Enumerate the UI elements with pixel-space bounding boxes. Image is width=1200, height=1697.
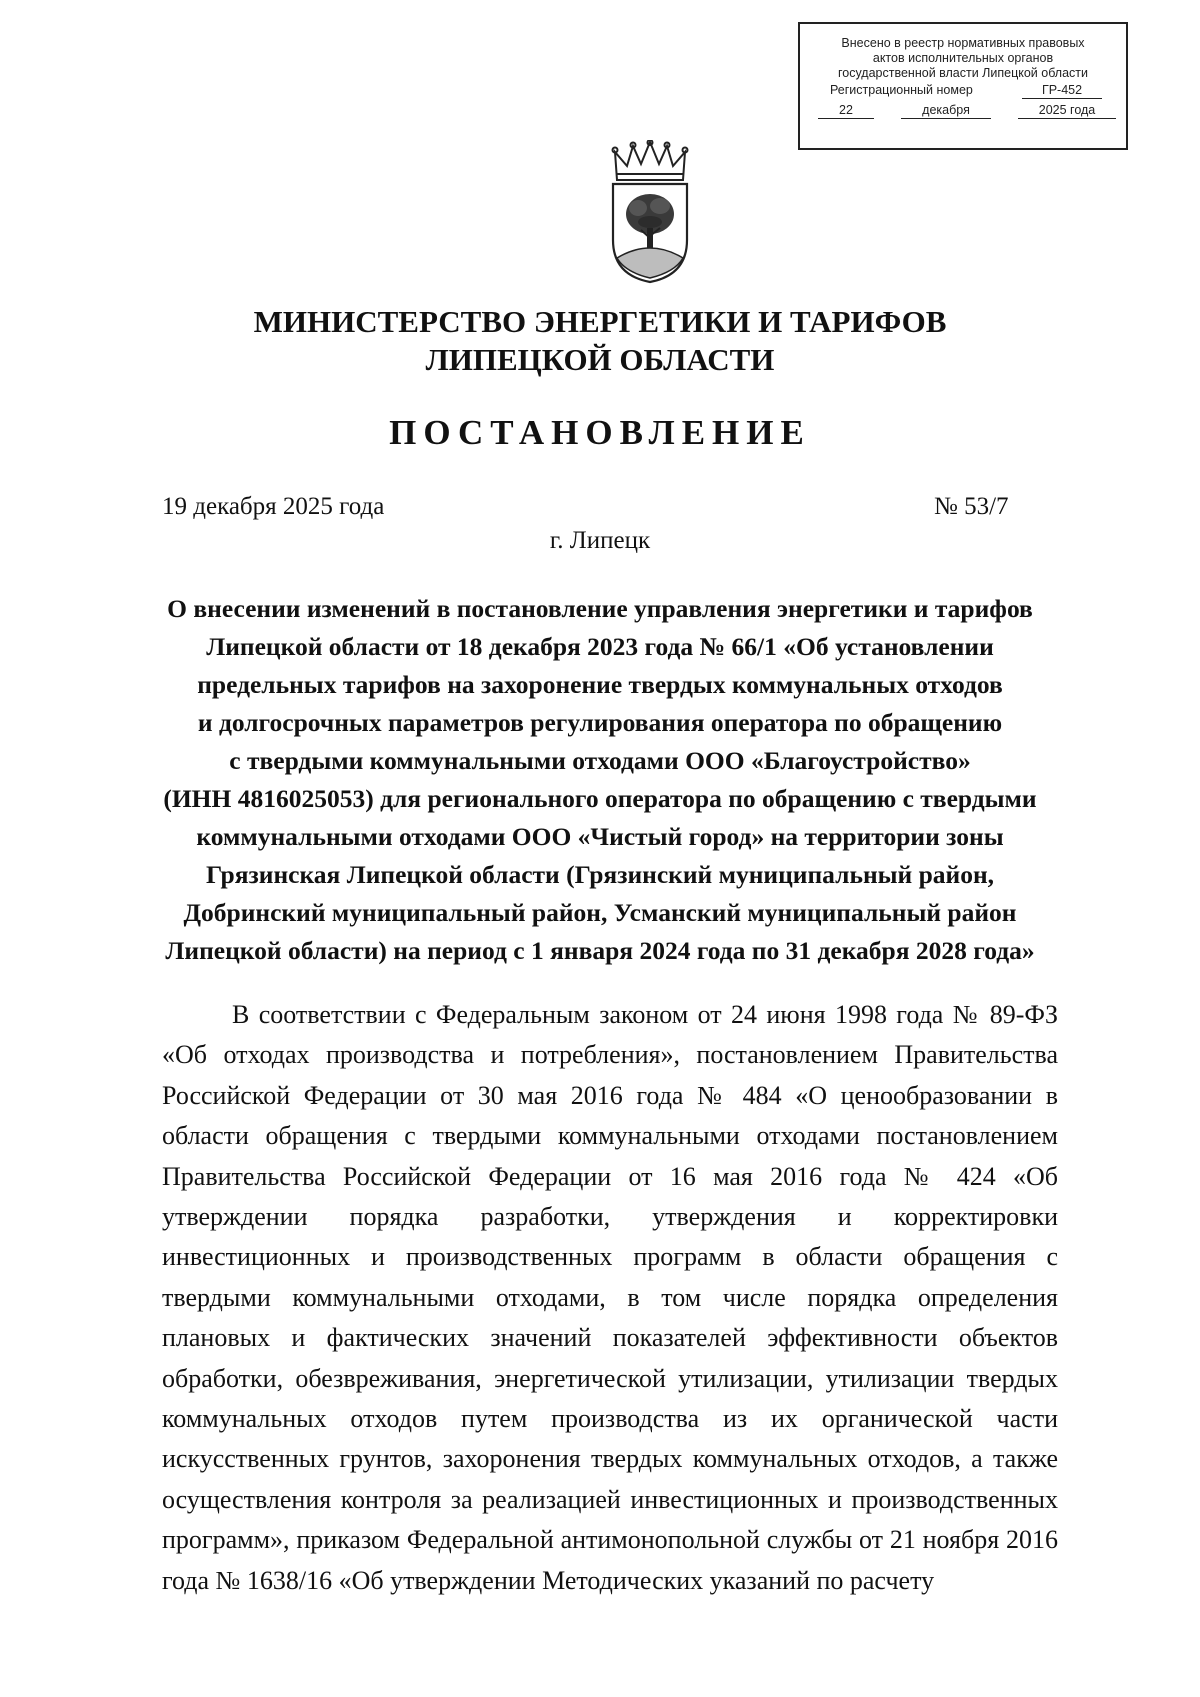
registry-stamp [798,22,1128,150]
title-line: с твердыми коммунальными отходами ООО «Благоустройство» [229,746,971,775]
title-line: Добринский муниципальный район, Усманский муниципальный район [183,898,1017,927]
coat-of-arms-emblem [605,140,695,285]
document-title [150,590,1050,970]
stamp-line-3: государственной власти Липецкой области [837,66,1089,80]
title-line: предельных тарифов на захоронение твердых коммунальных отходов [197,670,1003,699]
stamp-year: 2025 года [1018,103,1116,119]
document-number: № 53/7 [934,493,1009,520]
title-line: коммунальными отходами ООО «Чистый город» на территории зоны [196,822,1004,851]
title-line: Грязинская Липецкой области (Грязинский муниципальный район, [205,860,995,889]
title-line: Липецкой области) на период с 1 января 2024 года по 31 декабря 2028 года» [165,936,1035,965]
ministry-name-line-2: ЛИПЕЦКОЙ ОБЛАСТИ [425,342,775,377]
stamp-line-2: актов исполнительных органов [872,51,1054,65]
stamp-reg-label: Регистрационный номер [830,83,973,97]
title-line: (ИНН 4816025053) для регионального оператора по обращению с твердыми [163,784,1037,813]
stamp-month: декабря [901,103,991,119]
crown-icon [613,140,688,180]
stamp-line-1: Внесено в реестр нормативных правовых [841,36,1085,50]
title-line: Липецкой области от 18 декабря 2023 года № 66/1 «Об установлении [206,632,994,661]
title-line: и долгосрочных параметров регулирования оператора по обращению [197,708,1003,737]
body-paragraph: В соответствии с Федеральным законом от 24 июня 1998 года № 89-ФЗ «Об отходах производства и потребления», постановлением Правительства Российской Федерации от 30 мая 2016 года № 484 «О ценообразовании в области обращения с твердыми коммунальными отходами постановлением Правительства Российской Федерации от 16 мая 2016 года № 424 «Об утверждении порядка разработки, утверждения и корректировки инвестиционных и производственных программ в области обращения с твердыми коммунальными отходами, в том числе порядка определения плановых и фактических значений показателей эффективности объектов обработки, обезвреживания, энергетической утилизации, утилизации твердых коммунальных отходов путем производства из их органической части искусственных грунтов, захоронения твердых коммунальных отходов, а также осуществления контроля за реализацией инвестиционных и производственных программ», приказом Федеральной антимонопольной службы от 21 ноября 2016 года № 1638/16 «Об утверждении Методических указаний по расчету [162,1000,1058,1595]
document-city: г. Липецк [549,527,651,554]
stamp-date-row [800,103,1126,119]
oak-tree-icon [626,194,674,250]
document-type-heading: ПОСТАНОВЛЕНИЕ [389,413,811,452]
title-line: О внесении изменений в постановление управления энергетики и тарифов [167,594,1033,623]
document-date: 19 декабря 2025 года [162,493,385,520]
stamp-reg-number: ГР-452 [1022,83,1102,99]
ministry-name-line-1: МИНИСТЕРСТВО ЭНЕРГЕТИКИ И ТАРИФОВ [253,304,947,339]
ministry-name [0,303,1200,379]
stamp-registration-row [800,83,1126,99]
stamp-day: 22 [818,103,874,119]
